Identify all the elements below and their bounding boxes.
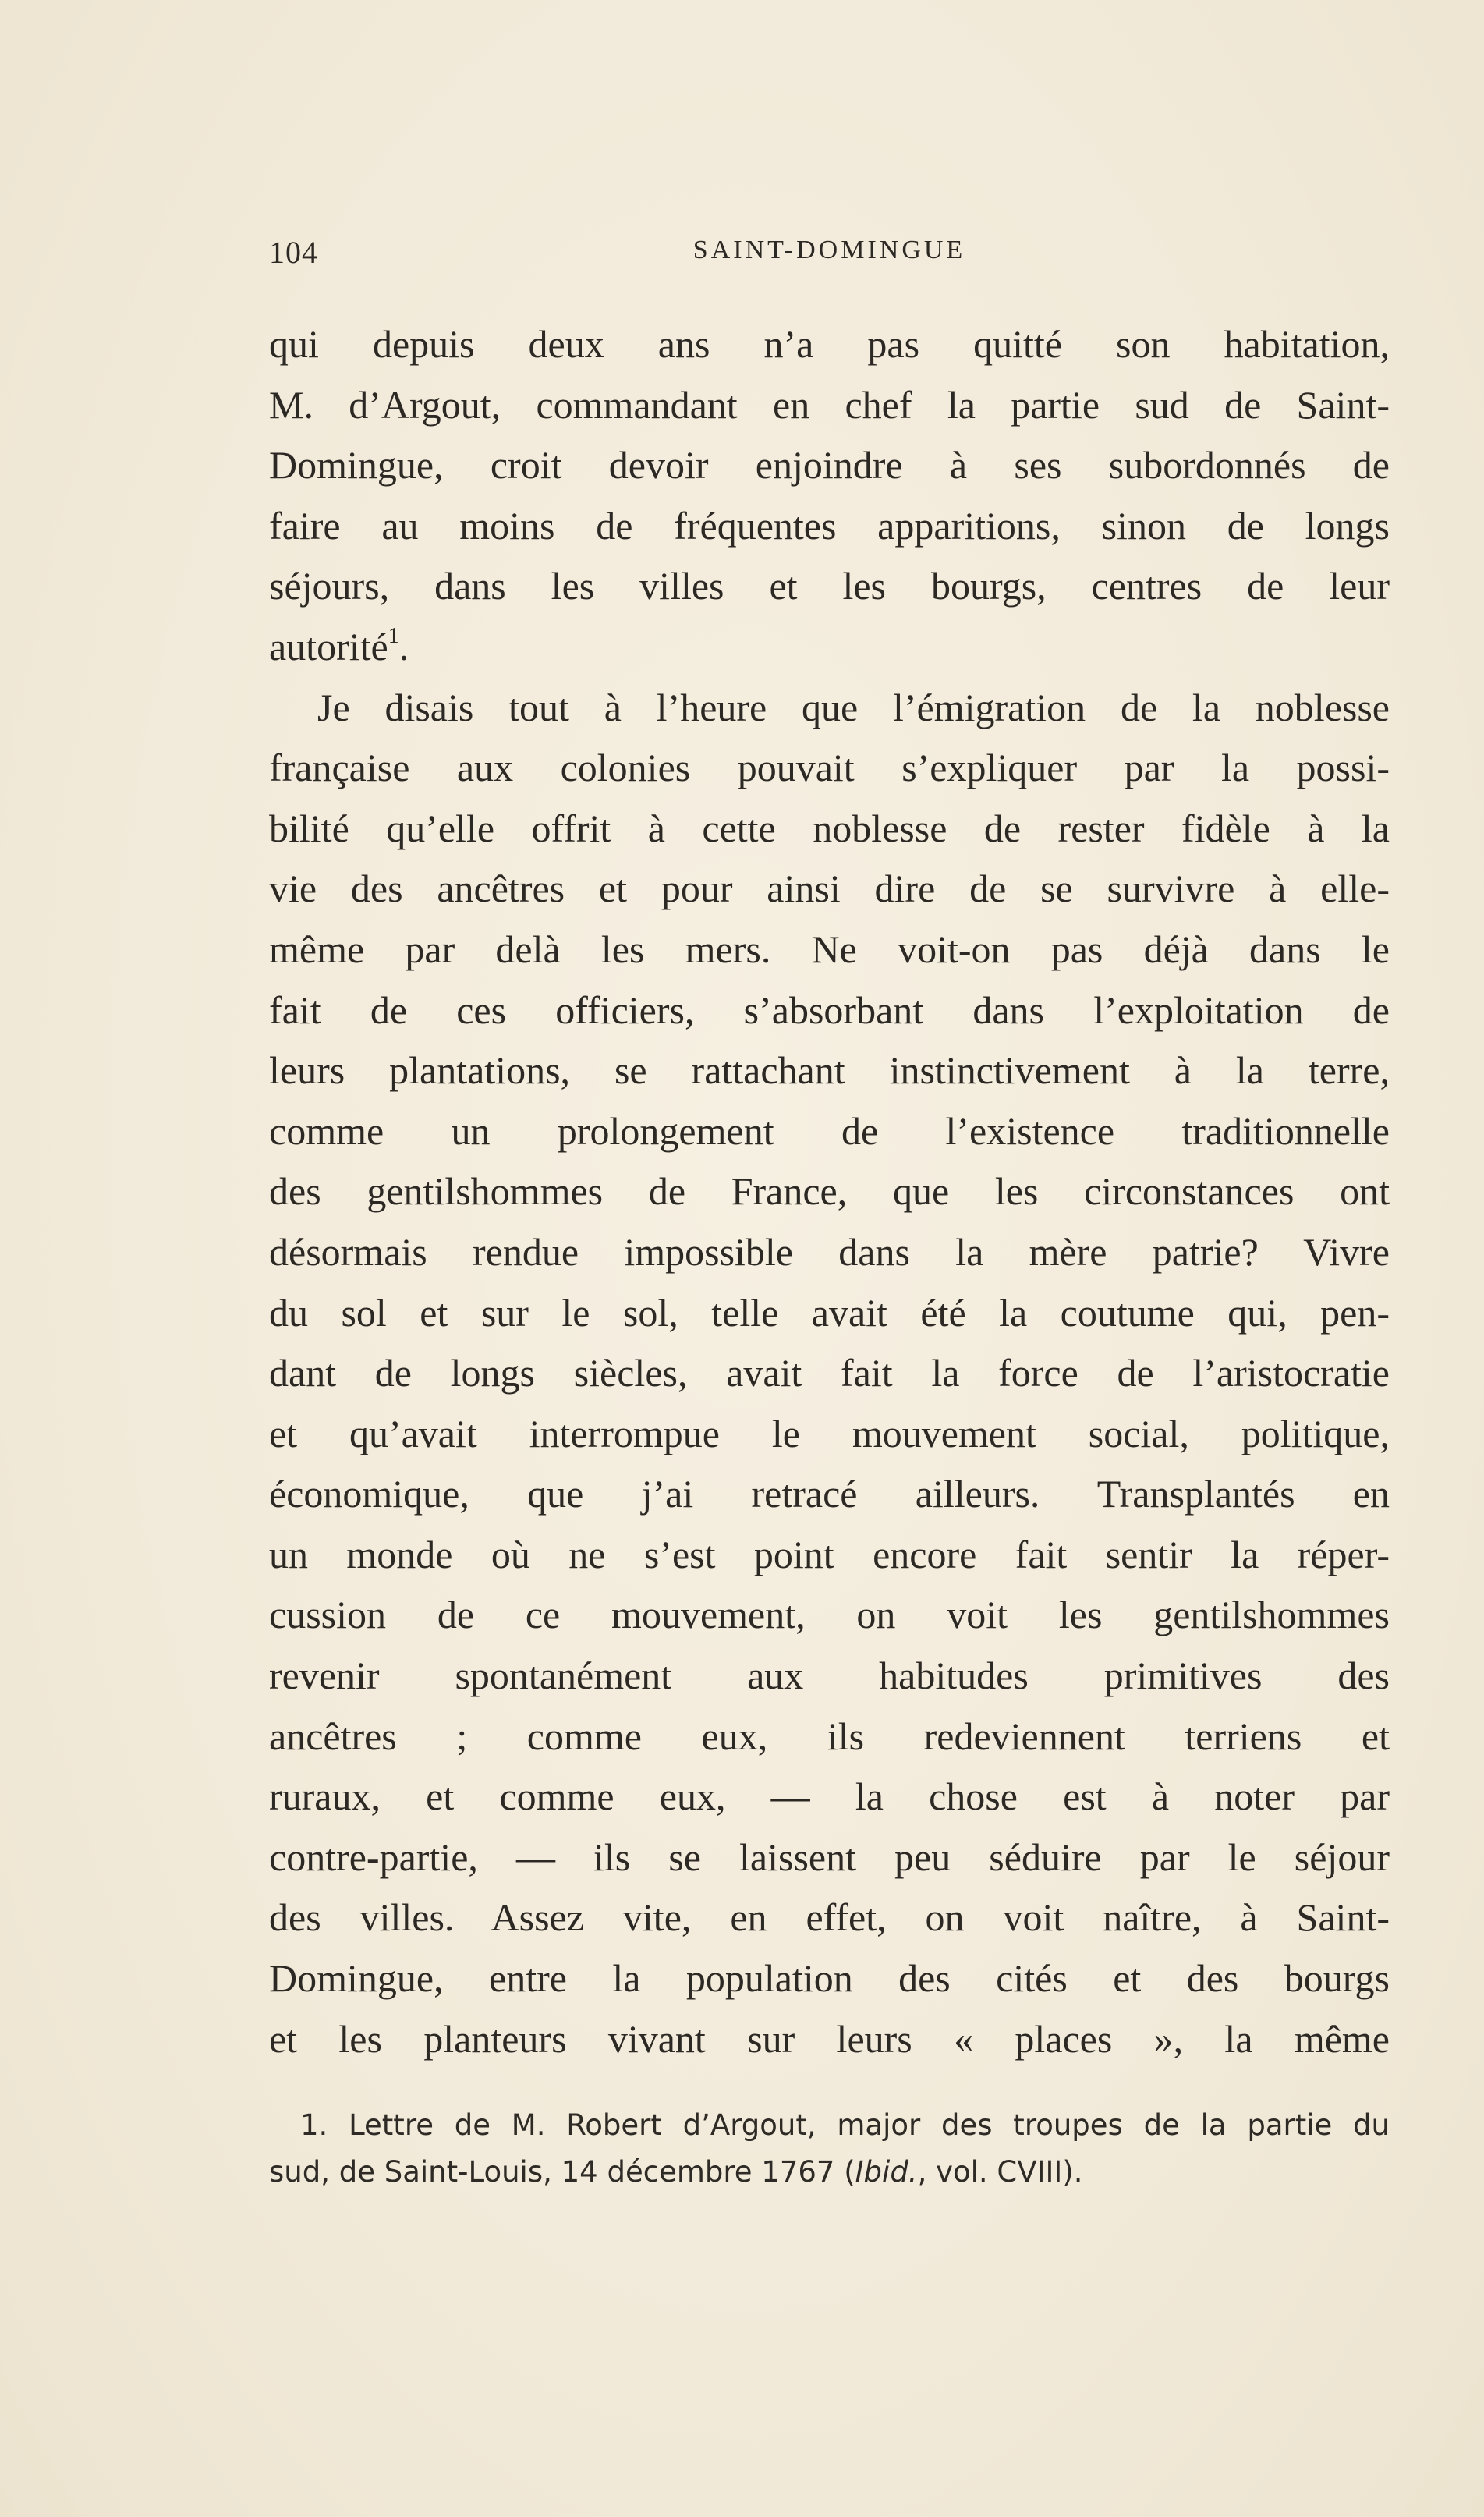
text-line: vie des ancêtres et pour ainsi dire de se survivre à elle- <box>269 867 1390 911</box>
text-line: Domingue, croit devoir enjoindre à ses subordonnés de <box>269 443 1390 487</box>
footnote-text: , vol. CVIII). <box>917 2155 1083 2189</box>
text-line: et qu’avait interrompue le mouvement social, politique, <box>269 1411 1390 1455</box>
text-line: Domingue, entre la population des cités et des bourgs <box>269 1956 1390 2001</box>
text-line: M. d’Argout, commandant en chef la partie sud de Saint- <box>269 382 1390 427</box>
footnote-marker: 1 <box>388 624 399 649</box>
text-line: des gentilshommes de France, que les circonstances ont <box>269 1169 1390 1214</box>
text-line: même par delà les mers. Ne voit-on pas déjà dans le <box>269 927 1390 971</box>
text-line-content: autorité <box>269 624 388 668</box>
text-line: séjours, dans les villes et les bourgs, centres de leur <box>269 564 1390 608</box>
footnote-ibid: Ibid. <box>855 2155 918 2189</box>
footnotes <box>269 2102 1390 2196</box>
text-line: comme un prolongement de l’existence traditionnelle <box>269 1108 1390 1153</box>
text-line-end: . <box>398 624 409 668</box>
text-line: fait de ces officiers, s’absorbant dans l’exploitation de <box>269 987 1390 1032</box>
text-line: ancêtres ; comme eux, ils redeviennent terriens et <box>269 1714 1390 1758</box>
text-line: ruraux, et comme eux, — la chose est à noter par <box>269 1774 1390 1819</box>
text-line: et les planteurs vivant sur leurs « places », la même <box>269 2016 1390 2061</box>
running-head: SAINT-DOMINGUE <box>692 236 966 264</box>
body-text <box>269 314 1390 2069</box>
text-line: économique, que j’ai retracé ailleurs. Transplantés en <box>269 1472 1390 1516</box>
footnote-line <box>269 2149 1390 2196</box>
text-line: contre-partie, — ils se laissent peu séduire par le séjour <box>269 1835 1390 1879</box>
footnote-line: 1. Lettre de M. Robert d’Argout, major des troupes de la partie du <box>300 2108 1390 2142</box>
text-line: un monde où ne s’est point encore fait sentir la réper- <box>269 1532 1390 1576</box>
text-line: des villes. Assez vite, en effet, on voit naître, à Saint- <box>269 1895 1390 1940</box>
text-line: du sol et sur le sol, telle avait été la coutume qui, pen- <box>269 1290 1390 1335</box>
text-line: qui depuis deux ans n’a pas quitté son habitation, <box>269 322 1390 366</box>
paragraph-start: Je disais tout à l’heure que l’émigration de la noblesse <box>317 685 1390 729</box>
text-line: leurs plantations, se rattachant instinctivement à la terre, <box>269 1048 1390 1093</box>
page-header <box>269 234 1390 281</box>
page-number: 104 <box>269 235 318 270</box>
text-line: française aux colonies pouvait s’expliquer par la possi- <box>269 746 1390 790</box>
text-line: bilité qu’elle offrit à cette noblesse de rester fidèle à la <box>269 806 1390 850</box>
text-line: dant de longs siècles, avait fait la force de l’aristocratie <box>269 1351 1390 1395</box>
text-line: faire au moins de fréquentes apparitions, sinon de longs <box>269 503 1390 548</box>
text-line: cussion de ce mouvement, on voit les gentilshommes <box>269 1593 1390 1637</box>
footnote-text: sud, de Saint-Louis, 14 décembre 1767 ( <box>269 2155 855 2189</box>
text-line <box>269 617 1390 678</box>
text-line: revenir spontanément aux habitudes primitives des <box>269 1654 1390 1698</box>
text-line: désormais rendue impossible dans la mère patrie? Vivre <box>269 1229 1390 1274</box>
